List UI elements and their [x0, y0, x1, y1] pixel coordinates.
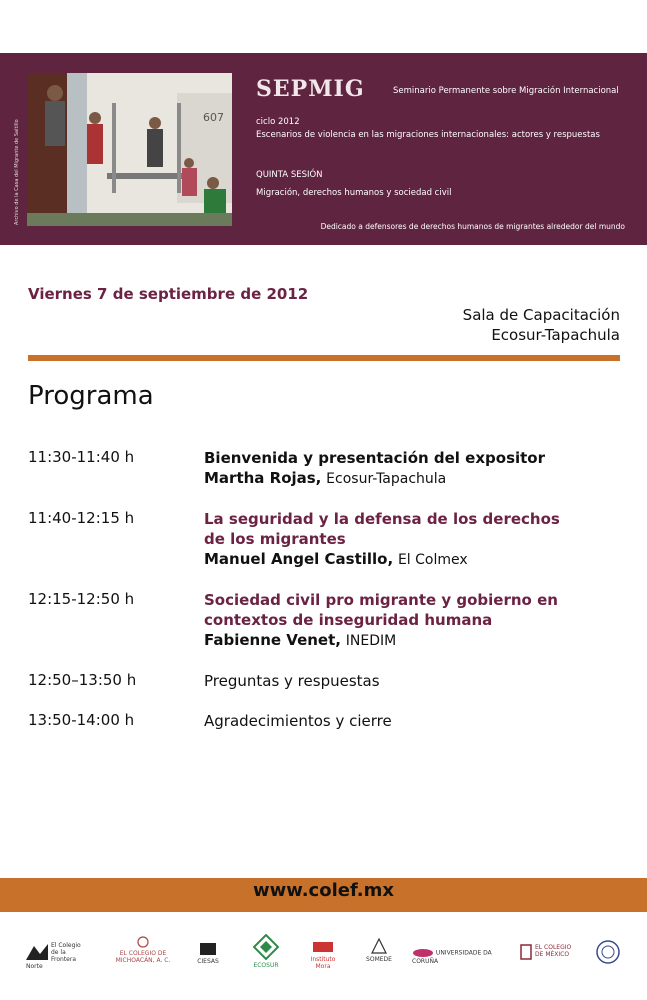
mora-logo: Instituto Mora — [306, 940, 340, 970]
item-time-5: 13:50-14:00 h — [28, 711, 135, 729]
item-title: Agradecimientos y cierre — [204, 712, 392, 730]
session-label: QUINTA SESIÓN — [256, 170, 323, 180]
colmich-logo: EL COLEGIO DE MICHOACÁN, A. C. — [108, 936, 178, 964]
sponsor-logos — [22, 932, 632, 976]
cycle-label: ciclo 2012 — [256, 117, 300, 127]
item-title-line-2: contextos de inseguridad humana — [204, 611, 493, 629]
session-title: Migración, derechos humanos y sociedad civil — [256, 188, 452, 198]
venue-line-2: Ecosur-Tapachula — [491, 326, 620, 344]
item-time-2: 11:40-12:15 h — [28, 509, 135, 527]
item-title-line-1: La seguridad y la defensa de los derechos — [204, 510, 560, 528]
svg-text:607: 607 — [203, 111, 224, 124]
item-speaker: Fabienne Venet, — [204, 631, 341, 649]
program-item-4 — [204, 671, 380, 691]
colmex-logo: EL COLEGIO DE MÉXICO — [520, 944, 578, 960]
program-item-1 — [204, 448, 545, 489]
seminar-name: Seminario Permanente sobre Migración Internacional — [393, 86, 619, 96]
item-speaker: Martha Rojas, — [204, 469, 322, 487]
item-time-1: 11:30-11:40 h — [28, 448, 135, 466]
program-item-3 — [204, 590, 558, 651]
event-venue — [463, 305, 620, 345]
colef-logo: El Colegio de la Frontera Norte — [26, 942, 81, 970]
item-time-3: 12:15-12:50 h — [28, 590, 135, 608]
migrants-on-train-photo — [27, 73, 232, 226]
sepmig-logo: SEPMIG — [256, 76, 365, 102]
item-affiliation: El Colmex — [397, 552, 468, 568]
photo-credit: Archivo de la Casa del Migrante de Saltillo — [14, 119, 20, 225]
item-affiliation: INEDIM — [345, 633, 397, 649]
ecosur-logo: ECOSUR — [248, 934, 284, 969]
venue-line-1: Sala de Capacitación — [462, 306, 620, 324]
programa-heading: Programa — [28, 381, 154, 411]
somede-logo: SOMEDE — [362, 938, 396, 963]
item-title-line-2: de los migrantes — [204, 530, 346, 548]
item-speaker: Manuel Angel Castillo, — [204, 550, 394, 568]
cycle-title: Escenarios de violencia en las migraciones internacionales: actores y respuestas — [256, 130, 600, 140]
seal-logo — [596, 940, 620, 966]
coruna-logo: UNIVERSIDADE DA CORUÑA — [412, 949, 492, 965]
item-title: Bienvenida y presentación del expositor — [204, 449, 546, 467]
item-title: Preguntas y respuestas — [204, 672, 380, 690]
event-date: Viernes 7 de septiembre de 2012 — [28, 285, 309, 303]
program-item-5 — [204, 711, 392, 731]
item-time-4: 12:50–13:50 h — [28, 671, 137, 689]
divider-rule — [28, 355, 620, 361]
dedication-text: Dedicado a defensores de derechos humanos de migrantes alrededor del mundo — [320, 222, 625, 231]
website-link[interactable]: www.colef.mx — [252, 880, 395, 901]
program-item-2 — [204, 509, 560, 570]
item-title-line-1: Sociedad civil pro migrante y gobierno en — [204, 591, 558, 609]
ciesas-logo: CIESAS — [194, 942, 222, 965]
item-affiliation: Ecosur-Tapachula — [326, 471, 447, 487]
